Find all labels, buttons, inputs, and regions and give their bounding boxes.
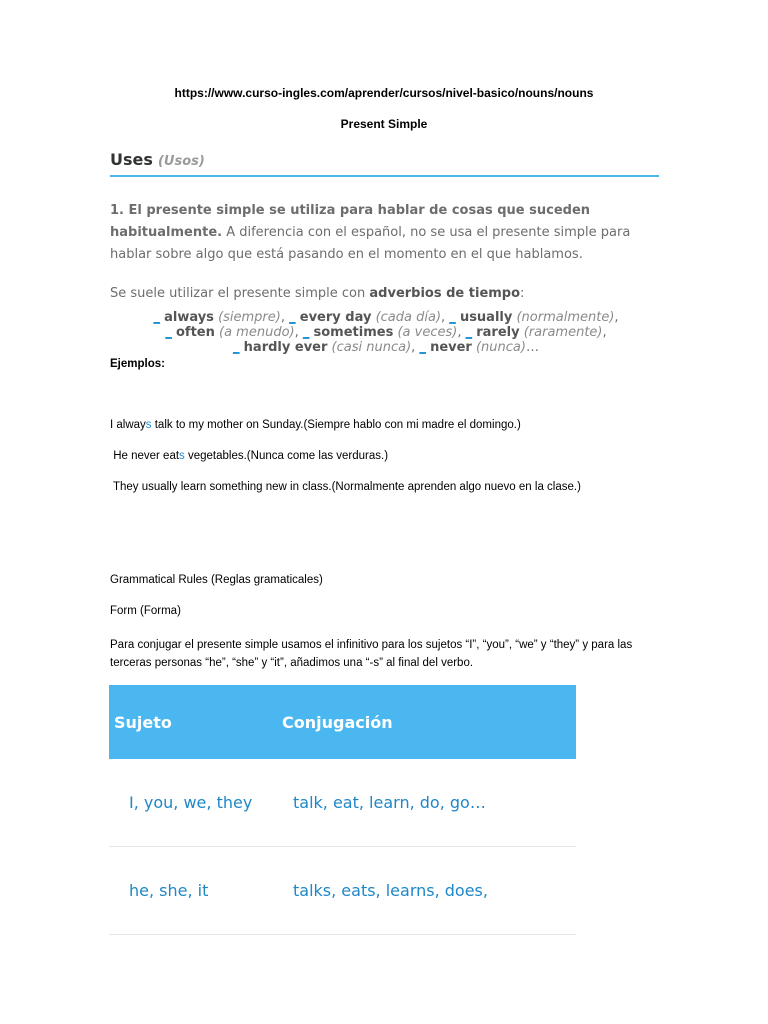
conjugation-table <box>109 685 576 935</box>
form-heading: Form (Forma) <box>110 605 181 617</box>
adverb-link[interactable]: _ <box>419 340 426 355</box>
intro-bold: 1. El presente simple se utiliza para hablar de cosas que suceden habitualmente. <box>110 203 591 240</box>
adverb-word: always <box>164 310 214 325</box>
uses-subheading: (Usos) <box>157 154 205 169</box>
adverb-translation: (normalmente) <box>516 310 615 325</box>
table-header <box>109 685 576 759</box>
adverb-translation: (a veces) <box>397 325 458 340</box>
adverb-word: often <box>176 325 215 340</box>
table-row <box>109 847 576 935</box>
cell-conjugation: talks, eats, learns, does, <box>293 881 488 900</box>
header-conjugation: Conjugación <box>282 712 393 732</box>
rules-description: Para conjugar el presente simple usamos el infinitivo para los sujetos “I”, “you”, “we” y “they” y para las terceras personas “he”, “she” y “it”, añadimos una “-s” al final del verbo. <box>110 639 633 669</box>
adverbs-list <box>110 310 662 355</box>
page-title: Present Simple <box>340 117 428 131</box>
adverbs-line-3: _ hardly ever (casi nunca), _ never (nunca)… <box>233 340 539 355</box>
adverb-link[interactable]: _ <box>153 310 160 325</box>
adverb-link[interactable]: _ <box>449 310 456 325</box>
example-1: I always talk to my mother on Sunday.(Siempre hablo con mi madre el domingo.) <box>110 419 521 431</box>
adverb-translation: (raramente) <box>523 325 603 340</box>
adverb-word: hardly ever <box>243 340 328 355</box>
adverb-word: sometimes <box>313 325 394 340</box>
page-url: https://www.curso-ingles.com/aprender/cursos/nivel-basico/nouns/nouns <box>174 86 594 100</box>
header-subject: Sujeto <box>114 712 172 732</box>
adverb-word: usually <box>459 310 513 325</box>
adverbs-ellipsis: … <box>525 340 539 355</box>
adverbs-intro <box>110 284 662 304</box>
adverb-translation: (cada día) <box>375 310 442 325</box>
adverb-link[interactable]: _ <box>289 310 296 325</box>
adverb-translation: (siempre) <box>218 310 281 325</box>
cell-subject: I, you, we, they <box>129 793 253 812</box>
adverbs-line-2: _ often (a menudo), _ sometimes (a veces), _ rarely (raramente), <box>165 325 607 340</box>
adverb-word: every day <box>299 310 372 325</box>
adverb-word: never <box>430 340 472 355</box>
adverb-link[interactable]: _ <box>165 325 172 340</box>
intro-rest: A diferencia con el español, no se usa el presente simple para hablar sobre algo que está pasando en el momento en el que hablamos. <box>110 225 631 262</box>
rules-heading: Grammatical Rules (Reglas gramaticales) <box>110 574 323 586</box>
adverb-link[interactable]: _ <box>302 325 310 340</box>
table-row <box>109 759 576 847</box>
uses-heading: Uses <box>110 150 153 169</box>
adverb-link[interactable]: _ <box>465 325 473 340</box>
intro-paragraph <box>110 200 662 266</box>
adverbs-intro-suffix: : <box>520 286 525 301</box>
adverbs-intro-bold: adverbios de tiempo <box>369 286 521 301</box>
uses-section-header <box>110 150 659 177</box>
cell-subject: he, she, it <box>129 881 209 900</box>
example-2: He never eats vegetables.(Nunca come las verduras.) <box>110 450 389 462</box>
adverbs-intro-prefix: Se suele utilizar el presente simple con <box>110 286 370 301</box>
adverb-word: rarely <box>476 325 520 340</box>
cell-conjugation: talk, eat, learn, do, go… <box>293 793 486 812</box>
adverb-translation: (a menudo) <box>219 325 295 340</box>
adverb-translation: (casi nunca) <box>331 340 412 355</box>
adverbs-line-1: _ always (siempre), _ every day (cada día), _ usually (normalmente), <box>153 310 619 325</box>
adverb-translation: (nunca) <box>475 340 526 355</box>
examples-label: Ejemplos: <box>110 358 165 370</box>
example-3: They usually learn something new in class.(Normalmente aprenden algo nuevo en la clase.) <box>110 481 581 493</box>
adverb-link[interactable]: _ <box>233 340 240 355</box>
